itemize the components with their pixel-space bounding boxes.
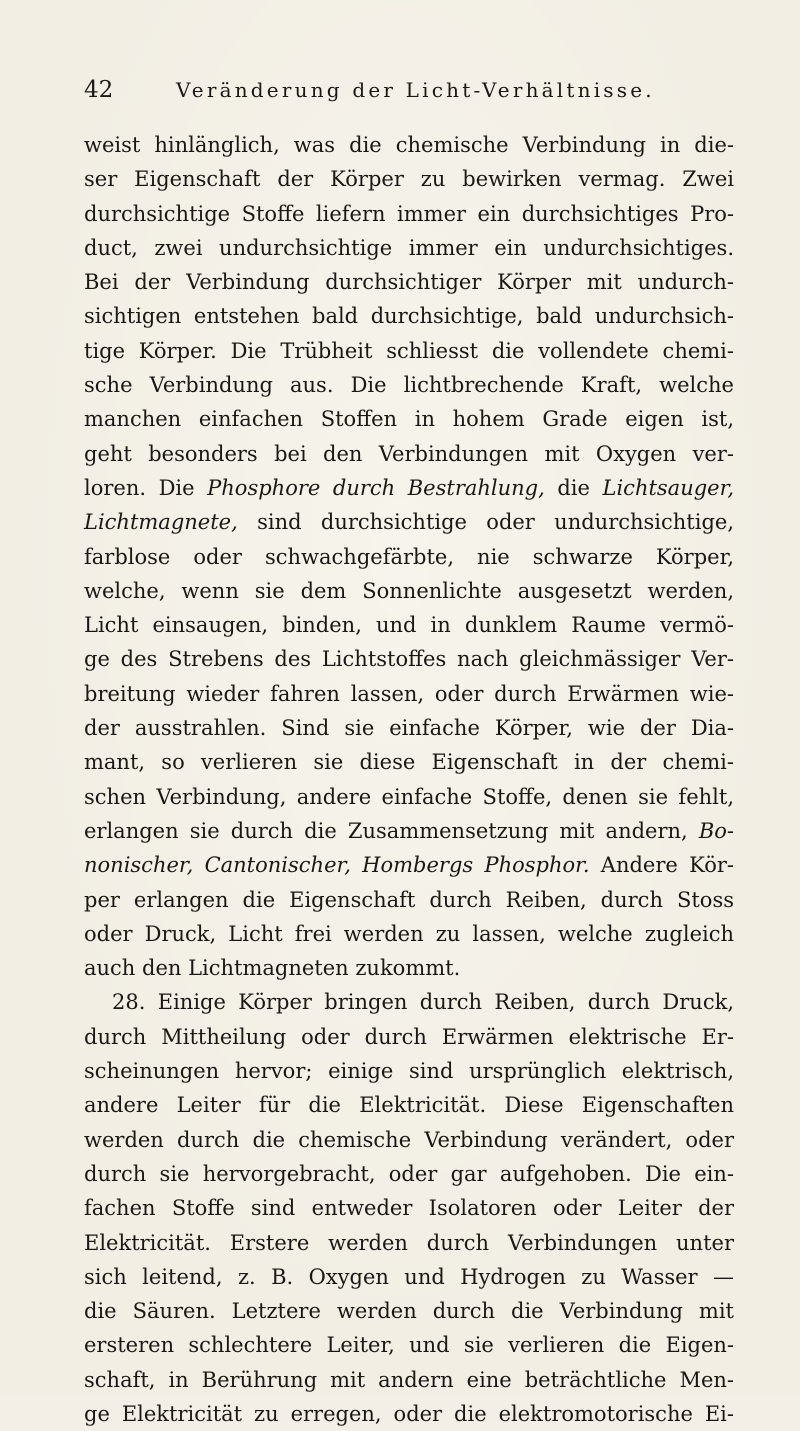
text-line: breitung wieder fahren lassen, oder durch Erwärmen wie- xyxy=(84,681,734,706)
text-line: ersteren schlechtere Leiter, und sie verlieren die Eigen- xyxy=(84,1333,734,1358)
text-line: per erlangen die Eigenschaft durch Reiben, durch Stoss xyxy=(84,887,734,912)
text-fragment: erlangen sie durch die Zusammensetzung mit andern, xyxy=(84,818,699,843)
text-line-mixed xyxy=(84,848,734,882)
text-line: weist hinlänglich, was die chemische Verbindung in die- xyxy=(84,133,734,157)
text-line: Elektricität. Erstere werden durch Verbindungen unter xyxy=(84,1230,734,1255)
text-line-mixed xyxy=(84,814,734,848)
text-line-mixed xyxy=(84,471,734,505)
text-line: Bei der Verbindung durchsichtiger Körper mit undurch- xyxy=(84,270,734,295)
text-line: schaft, in Berührung mit andern eine beträchtliche Men- xyxy=(84,1367,734,1392)
italic-term: Bo- xyxy=(698,818,734,843)
text-line: durchsichtige Stoffe liefern immer ein durchsichtiges Pro- xyxy=(84,201,734,226)
italic-term: Lichtsauger, xyxy=(602,475,735,500)
text-line-mixed xyxy=(84,505,734,539)
text-line: mant, so verlieren sie diese Eigenschaft in der chemi- xyxy=(84,750,734,775)
text-line: durch sie hervorgebracht, oder gar aufgehoben. Die ein- xyxy=(84,1161,734,1186)
text-line: manchen einfachen Stoffen in hohem Grade eigen ist, xyxy=(84,407,734,432)
body-text xyxy=(84,128,734,1431)
text-line: fachen Stoffe sind entweder Isolatoren oder Leiter der xyxy=(84,1196,734,1221)
text-line: ge Elektricität zu erregen, oder die elektromotorische Ei- xyxy=(84,1401,734,1426)
text-line: der ausstrahlen. Sind sie einfache Körper, wie der Dia- xyxy=(84,716,734,741)
text-line: duct, zwei undurchsichtige immer ein undurchsichtiges. xyxy=(84,235,734,260)
text-line: schen Verbindung, andere einfache Stoffe, denen sie fehlt, xyxy=(84,784,734,809)
italic-term: Phosphore durch Bestrahlung, xyxy=(207,475,545,500)
text-line: oder Druck, Licht frei werden zu lassen, welche zugleich xyxy=(84,921,734,946)
italic-term: nonischer, Cantonischer, Hombergs Phosphor. xyxy=(84,853,590,878)
paragraph-start-line: 28. Einige Körper bringen durch Reiben, durch Druck, xyxy=(112,990,734,1015)
text-line: sich leitend, z. B. Oxygen und Hydrogen zu Wasser — xyxy=(84,1264,734,1289)
text-line: scheinungen hervor; einige sind ursprünglich elektrisch, xyxy=(84,1059,734,1084)
text-line: geht besonders bei den Verbindungen mit Oxygen ver- xyxy=(84,441,734,466)
text-fragment: Andere Kör- xyxy=(589,853,734,878)
text-line: durch Mittheilung oder durch Erwärmen elektrische Er- xyxy=(84,1024,734,1049)
text-fragment: die xyxy=(544,475,603,500)
text-line: farblose oder schwachgefärbte, nie schwarze Körper, xyxy=(84,544,734,569)
text-line: die Säuren. Letztere werden durch die Verbindung mit xyxy=(84,1299,734,1324)
page-header xyxy=(84,73,724,107)
text-line: tige Körper. Die Trübheit schliesst die vollendete chemi- xyxy=(84,338,734,363)
text-line: auch den Lichtmagneten zukommt. xyxy=(84,956,461,981)
text-fragment: sind durchsichtige oder undurchsichtige, xyxy=(237,510,734,535)
italic-term: Lichtmagnete, xyxy=(84,510,238,535)
text-line: sche Verbindung aus. Die lichtbrechende Kraft, welche xyxy=(84,373,734,398)
text-line: ge des Strebens des Lichtstoffes nach gleichmässiger Ver- xyxy=(84,647,734,672)
text-line: ser Eigenschaft der Körper zu bewirken vermag. Zwei xyxy=(84,167,734,192)
text-fragment: loren. Die xyxy=(84,475,208,500)
text-line: Licht einsaugen, binden, und in dunklem Raume vermö- xyxy=(84,613,734,638)
text-line: andere Leiter für die Elektricität. Diese Eigenschaften xyxy=(84,1093,734,1118)
text-line: werden durch die chemische Verbindung verändert, oder xyxy=(84,1127,734,1152)
text-line: welche, wenn sie dem Sonnenlichte ausgesetzt werden, xyxy=(84,578,734,603)
page-number: 42 xyxy=(84,77,114,103)
text-line: sichtigen entstehen bald durchsichtige, bald undurchsich- xyxy=(84,304,734,329)
running-title: Veränderung der Licht-Verhältnisse. xyxy=(176,78,655,102)
